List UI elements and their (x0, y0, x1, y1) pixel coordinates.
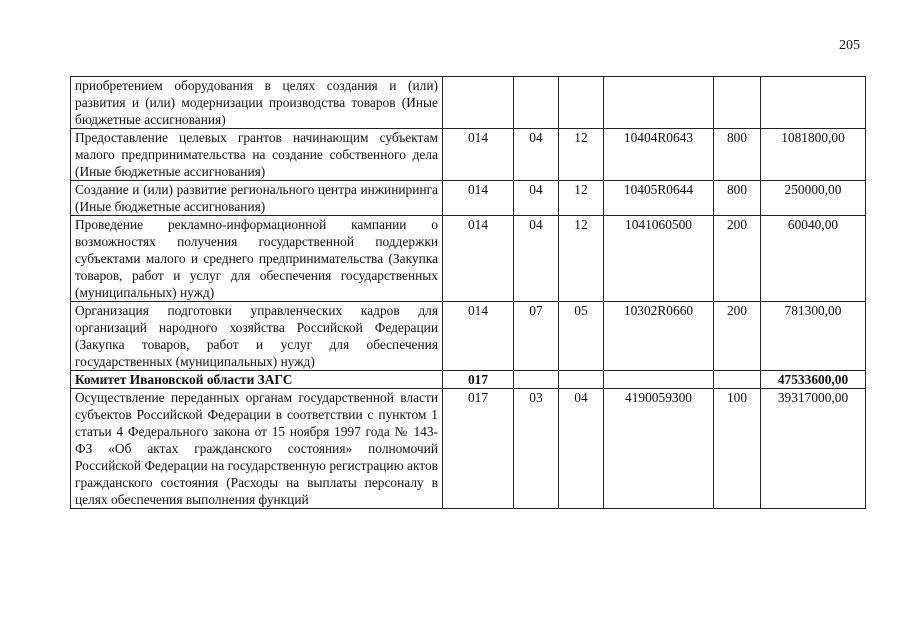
row-expense-type (714, 77, 761, 129)
row-description: приобретением оборудования в целях создания и (или) развития и (или) модернизации производства товаров (Иные бюджетные ассигнования) (71, 77, 443, 129)
row-ministry-code: 014 (443, 181, 514, 216)
row-ministry-code: 014 (443, 129, 514, 181)
row-ministry-code: 014 (443, 216, 514, 302)
row-subsection-code: 12 (559, 181, 604, 216)
row-subsection-code: 12 (559, 216, 604, 302)
row-section-code (514, 77, 559, 129)
row-section-code: 03 (514, 389, 559, 509)
row-amount: 1081800,00 (761, 129, 866, 181)
row-target-code (604, 77, 714, 129)
row-section-code: 04 (514, 129, 559, 181)
row-expense-type: 200 (714, 216, 761, 302)
row-description: Создание и (или) развитие регионального центра инжиниринга (Иные бюджетные ассигнования) (71, 181, 443, 216)
row-subsection-code (559, 371, 604, 389)
row-amount: 39317000,00 (761, 389, 866, 509)
row-target-code (604, 371, 714, 389)
row-amount: 781300,00 (761, 302, 866, 371)
row-target-code: 10404R0643 (604, 129, 714, 181)
row-expense-type: 100 (714, 389, 761, 509)
row-section-code (514, 371, 559, 389)
table-row (71, 77, 866, 129)
row-description: Проведение рекламно-информационной кампании о возможностях получения государственной поддержки субъектами малого и среднего предпринимательства (Закупка товаров, работ и услуг для обеспечения государственных (муниципальных) нужд) (71, 216, 443, 302)
row-expense-type: 200 (714, 302, 761, 371)
row-ministry-code: 017 (443, 389, 514, 509)
row-subsection-code: 12 (559, 129, 604, 181)
table-row (71, 302, 866, 371)
table-body (71, 77, 866, 509)
row-section-code: 07 (514, 302, 559, 371)
row-amount: 60040,00 (761, 216, 866, 302)
row-ministry-code: 017 (443, 371, 514, 389)
row-expense-type: 800 (714, 181, 761, 216)
table-row (71, 216, 866, 302)
row-description: Комитет Ивановской области ЗАГС (71, 371, 443, 389)
table-row (71, 181, 866, 216)
row-subsection-code: 05 (559, 302, 604, 371)
row-ministry-code: 014 (443, 302, 514, 371)
row-target-code: 1041060500 (604, 216, 714, 302)
budget-table (70, 76, 866, 509)
row-amount: 47533600,00 (761, 371, 866, 389)
row-subsection-code (559, 77, 604, 129)
page-number: 205 (839, 38, 860, 53)
row-subsection-code: 04 (559, 389, 604, 509)
row-section-code: 04 (514, 216, 559, 302)
table-row-department-header (71, 371, 866, 389)
row-expense-type: 800 (714, 129, 761, 181)
row-description: Осуществление переданных органам государственной власти субъектов Российской Федерации в соответствии с пунктом 1 статьи 4 Федерального закона от 15 ноября 1997 года № 143-ФЗ «Об актах гражданского состояния» полномочий Российской Федерации на государственную регистрацию актов гражданского состояния (Расходы на выплаты персоналу в целях обеспечения выполнения функций (71, 389, 443, 509)
row-target-code: 10302R0660 (604, 302, 714, 371)
row-amount: 250000,00 (761, 181, 866, 216)
row-expense-type (714, 371, 761, 389)
row-amount (761, 77, 866, 129)
table-row (71, 389, 866, 509)
row-target-code: 10405R0644 (604, 181, 714, 216)
row-target-code: 4190059300 (604, 389, 714, 509)
row-section-code: 04 (514, 181, 559, 216)
row-description: Организация подготовки управленческих кадров для организаций народного хозяйства Российской Федерации (Закупка товаров, работ и услуг для обеспечения государственных (муниципальных) нужд) (71, 302, 443, 371)
row-description: Предоставление целевых грантов начинающим субъектам малого предпринимательства на создание собственного дела (Иные бюджетные ассигнования) (71, 129, 443, 181)
table-row (71, 129, 866, 181)
row-ministry-code (443, 77, 514, 129)
